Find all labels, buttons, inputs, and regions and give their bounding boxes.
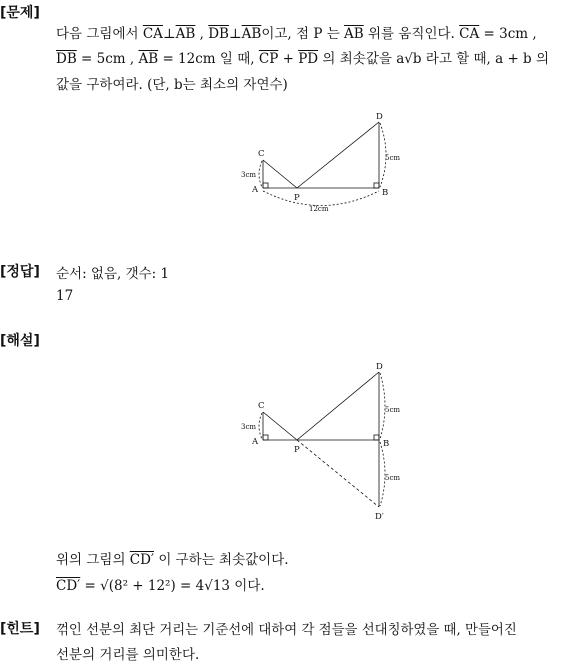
hint-line-2: 선분의 거리를 의미한다. xyxy=(56,647,200,663)
db-length-label: 5cm xyxy=(385,154,401,162)
right-angle-a xyxy=(263,435,268,440)
point-d-label: D xyxy=(376,112,383,122)
segment-pd-line xyxy=(297,372,379,440)
segment-ab: $\overline{AB}$ xyxy=(344,26,364,42)
segment-ca: $\overline{CA}$ xyxy=(459,26,480,42)
segment-pd-line xyxy=(297,122,379,188)
right-angle-b xyxy=(374,183,379,188)
problem-text-mid: 이고, 점 P 는 xyxy=(261,26,340,42)
problem-label: [문제] xyxy=(0,5,40,21)
point-p-label: P xyxy=(294,445,300,455)
explanation-text-post: 이 구하는 최솟값이다. xyxy=(158,552,289,568)
point-p-label: P xyxy=(294,193,300,203)
segment-db: $\overline{DB}$ xyxy=(56,51,77,67)
explanation-equation: = √(8² + 12²) = 4√13 이다. xyxy=(84,578,265,594)
segment-pd: $\overline{PD}$ xyxy=(298,51,319,67)
problem-line-3: 값을 구하여라. (단, b는 최소의 자연수) xyxy=(56,77,288,93)
ca-length: = 3cm , xyxy=(483,26,537,42)
brace-ca xyxy=(259,413,262,439)
brace-ab xyxy=(263,191,379,206)
problem-text-intro: 다음 그림에서 xyxy=(56,26,139,42)
point-c-label: C xyxy=(258,401,265,411)
segment-db: $\overline{DB}$ xyxy=(208,26,229,42)
point-c-label: C xyxy=(258,149,265,159)
answer-label: [정답] xyxy=(0,264,40,280)
explanation-text-pre: 위의 그림의 xyxy=(56,552,126,568)
point-a-label: A xyxy=(252,185,259,195)
explanation-label: [해설] xyxy=(0,333,40,349)
answer-value: 17 xyxy=(56,288,74,304)
problem-line-1 xyxy=(56,22,537,42)
perp-symbol: ⊥ xyxy=(162,26,176,42)
comma: , xyxy=(195,26,204,42)
point-b-label: B xyxy=(382,188,389,198)
problem-text-question: 의 최솟값을 a√b 라고 할 때, a + b 의 xyxy=(322,51,550,67)
figure-1 xyxy=(0,105,588,320)
plus-sign: + xyxy=(282,51,294,67)
hint-line-1: 꺾인 선분의 최단 거리는 기준선에 대하여 각 점들을 선대칭하였을 때, 만들어진 xyxy=(56,623,517,638)
ab-length: = 12cm 일 때, xyxy=(162,51,255,67)
segment-ab: $\overline{AB}$ xyxy=(175,26,196,42)
ca-length-label: 3cm xyxy=(241,423,257,431)
segment-ca: $\overline{CA}$ xyxy=(142,26,163,42)
brace-ca xyxy=(259,161,262,187)
point-b-label: B xyxy=(383,439,390,449)
segment-cd-prime: CD′ xyxy=(129,552,155,568)
segment-pd-prime-line xyxy=(297,440,379,507)
db-length-label: 5cm xyxy=(385,406,401,414)
problem-text-post: 위를 움직인다. xyxy=(368,26,455,42)
problem-line-2 xyxy=(56,47,549,67)
right-angle-a xyxy=(263,183,268,188)
explanation-line-2 xyxy=(56,574,265,594)
segment-cd-prime: CD′ xyxy=(56,578,81,594)
bd-prime-length-label: 5cm xyxy=(385,474,401,482)
point-d-prime-label: D′ xyxy=(375,512,384,522)
perp-symbol: ⊥ xyxy=(228,26,242,42)
ab-length-label: 12cm xyxy=(309,205,329,213)
answer-meta: 순서: 없음, 갯수: 1 xyxy=(56,266,170,282)
right-angle-b xyxy=(374,435,379,440)
point-a-label: A xyxy=(252,437,259,447)
explanation-line-1 xyxy=(56,548,289,568)
segment-cp: $\overline{CP}$ xyxy=(258,51,279,67)
db-length: = 5cm , xyxy=(81,51,135,67)
segment-ab: $\overline{AB}$ xyxy=(241,26,262,42)
hint-label: [힌트] xyxy=(0,621,40,637)
point-d-label: D xyxy=(376,362,383,372)
figure-2 xyxy=(0,355,588,530)
segment-ab: $\overline{AB}$ xyxy=(138,51,159,67)
ca-length-label: 3cm xyxy=(241,171,257,179)
